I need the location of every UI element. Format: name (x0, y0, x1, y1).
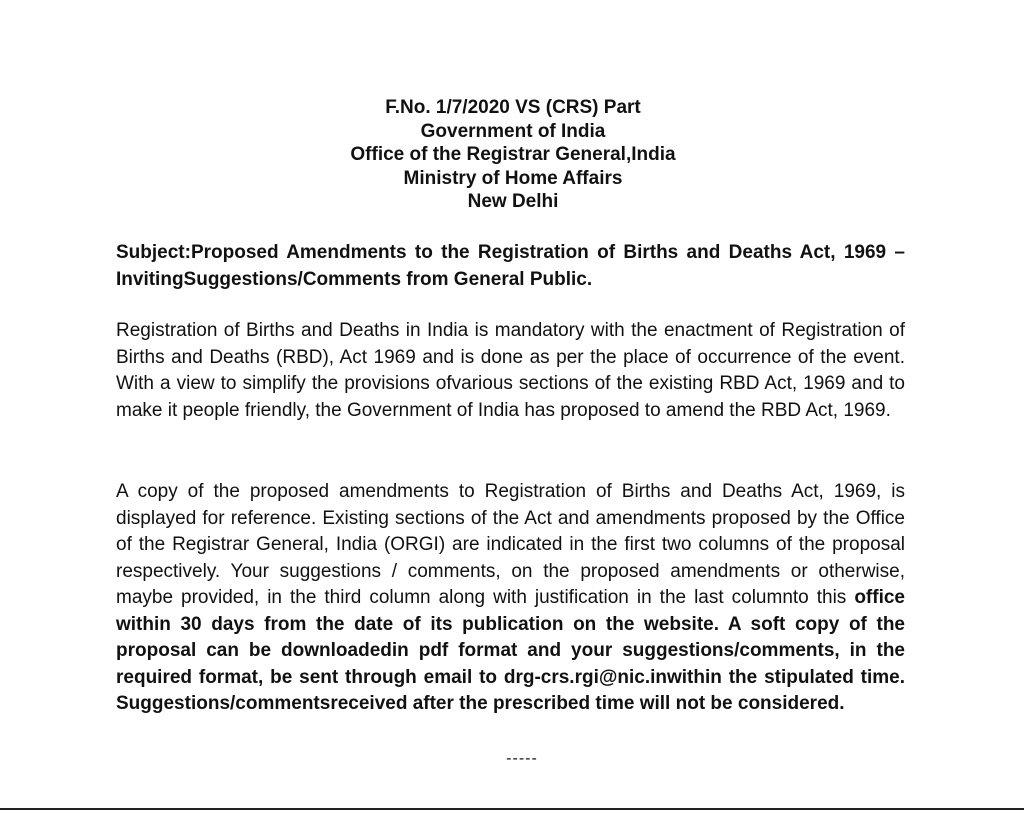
bottom-divider (0, 808, 1024, 810)
end-separator: ----- (506, 750, 538, 767)
paragraph-bold-text: office within 30 days from the date of its publication on the website. A soft copy of the proposal can be downloadedin pdf format and your suggestions/comments, in the required format, be sent through email to drg-crs.rgi@nic.inwithin the stipulated time. Suggestions/commentsreceived after the prescribed time will not be considered. (116, 587, 905, 714)
paragraph-proposal-details (116, 479, 905, 718)
file-number: F.No. 1/7/2020 VS (CRS) Part (385, 97, 641, 118)
office-title: Office of the Registrar General,India (350, 144, 676, 165)
document-header (0, 96, 1024, 214)
paragraph-registration-intro: Registration of Births and Deaths in India is mandatory with the enactment of Registration of Births and Deaths (RBD), Act 1969 and is done as per the place of occurrence of the event. With a view to simplify the provisions ofvarious sections of the existing RBD Act, 1969 and to make it people friendly, the Government of India has proposed to amend the RBD Act, 1969. (116, 320, 905, 421)
city-title: New Delhi (467, 191, 559, 212)
subject-line: Subject:Proposed Amendments to the Registration of Births and Deaths Act, 1969 – InvitingSuggestions/Comments from General Public. (116, 242, 905, 290)
government-title: Government of India (420, 120, 606, 142)
paragraph-normal-text: A copy of the proposed amendments to Registration of Births and Deaths Act, 1969, is displayed for reference. Existing sections of the Act and amendments proposed by the Office of the Registrar General, India (ORGI) are indicated in the first two columns of the proposal respectively. Your suggestions / comments, on the proposed amendments or otherwise, maybe provided, in the third column along with justification in the last columnto this (116, 481, 905, 608)
ministry-title: Ministry of Home Affairs (403, 167, 623, 189)
